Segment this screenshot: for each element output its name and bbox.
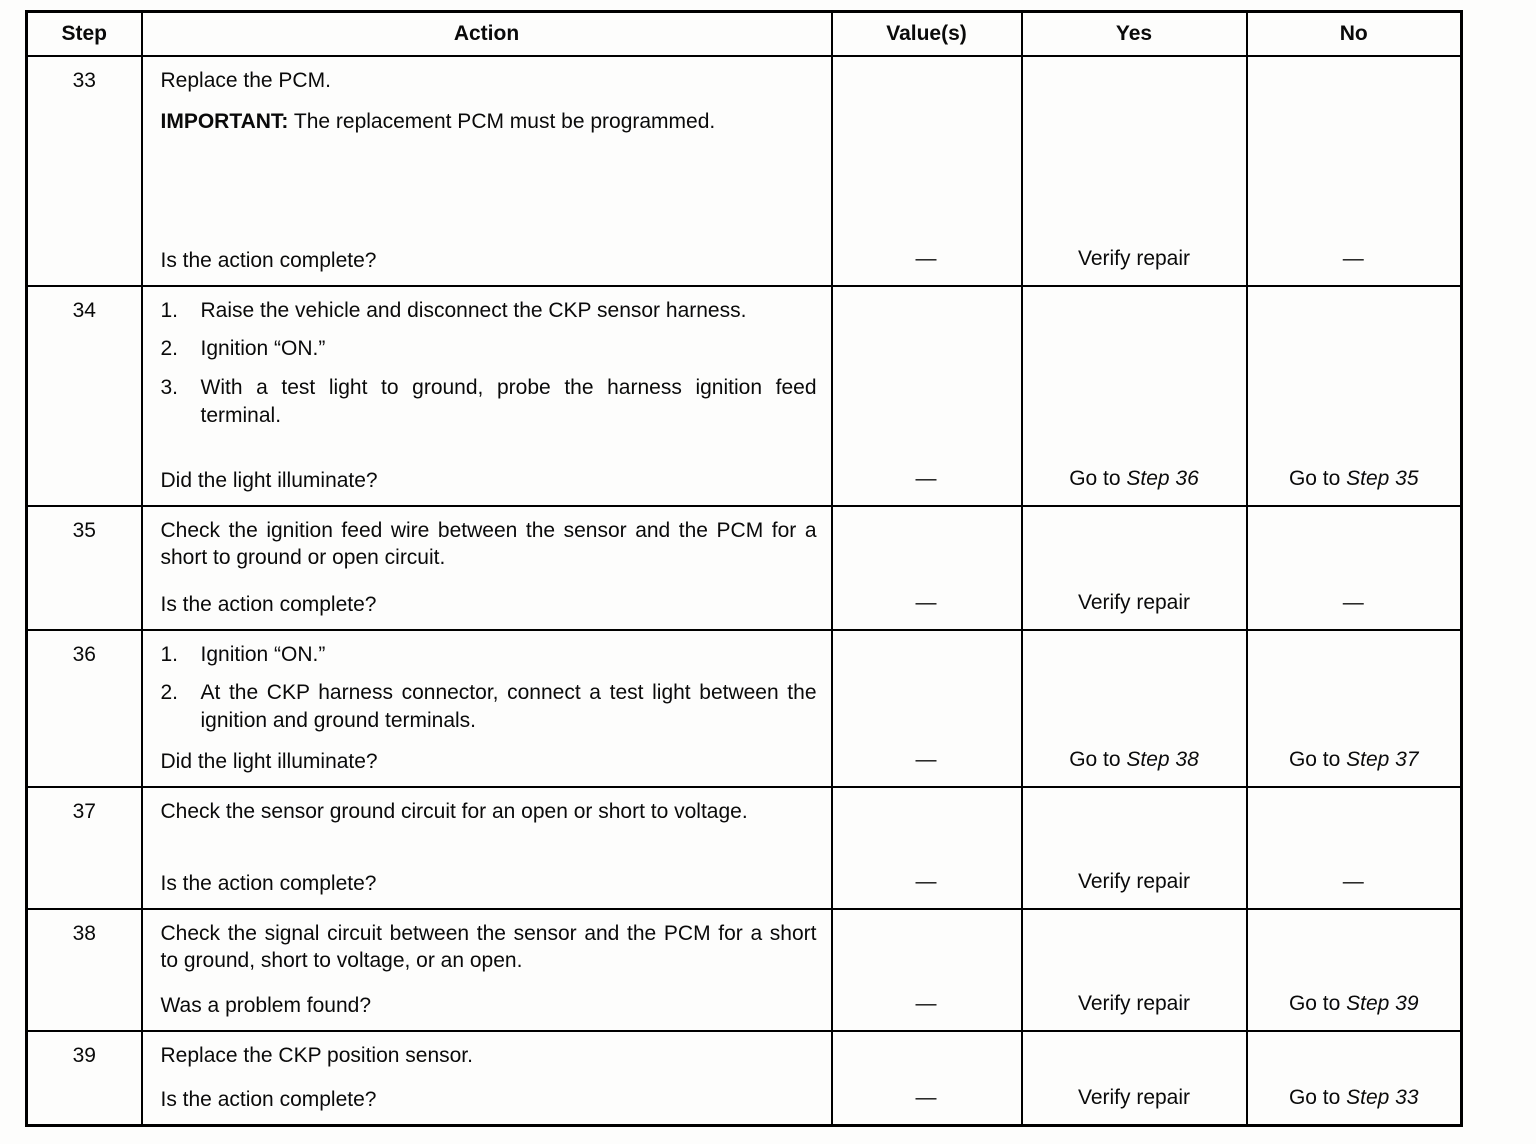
list-item [161, 297, 817, 325]
list-item-number: 2. [160, 681, 179, 705]
result-text: — [915, 247, 938, 270]
column-header-no: No [1247, 12, 1462, 56]
table-row [27, 286, 1462, 506]
table-body [27, 56, 1462, 1126]
action-question: Did the light illuminate? [160, 750, 378, 773]
no-cell: Go to Step 35 [1247, 286, 1462, 506]
value-cell [832, 787, 1022, 909]
result-text: Verify repair [1077, 591, 1191, 614]
result-text: Verify repair [1077, 870, 1191, 893]
list-item-text: With a test light to ground, probe the harness ignition feed terminal. [200, 376, 817, 427]
list-item [161, 641, 817, 669]
step-number: 33 [27, 56, 142, 286]
result-text: — [915, 748, 938, 771]
result-text: — [915, 1086, 938, 1109]
action-paragraph: Replace the PCM. [160, 68, 331, 92]
action-content [161, 517, 817, 621]
step-reference: Step 37 [1346, 748, 1419, 771]
result-text: Verify repair [1077, 247, 1191, 270]
table-row [27, 1031, 1462, 1126]
value-cell [832, 506, 1022, 630]
list-item-text: Ignition “ON.” [200, 642, 326, 666]
action-cell [142, 286, 832, 506]
result-text: Verify repair [1077, 992, 1191, 1015]
yes-cell [1022, 909, 1247, 1031]
step-number: 35 [27, 506, 142, 630]
action-content [161, 641, 817, 778]
step-reference: Step 35 [1346, 467, 1419, 490]
list-item-number: 1. [160, 642, 179, 666]
action-question: Is the action complete? [160, 1088, 377, 1111]
result-text: — [915, 591, 938, 614]
yes-cell: Go to Step 38 [1022, 630, 1247, 787]
list-item-text: At the CKP harness connector, connect a test light between the ignition and ground terminals. [200, 681, 817, 733]
yes-cell [1022, 506, 1247, 630]
action-paragraph: Replace the CKP position sensor. [160, 1043, 473, 1067]
list-item-text: Raise the vehicle and disconnect the CKP sensor harness. [200, 298, 747, 322]
step-reference: Step 39 [1346, 992, 1419, 1015]
no-cell: Go to Step 33 [1247, 1031, 1462, 1126]
result-text: — [915, 467, 938, 490]
list-item-text: Ignition “ON.” [200, 337, 326, 361]
column-header-action: Action [142, 12, 832, 56]
list-item-number: 3. [160, 376, 179, 400]
yes-cell: Go to Step 36 [1022, 286, 1247, 506]
column-header-yes: Yes [1022, 12, 1247, 56]
action-question: Is the action complete? [160, 872, 377, 895]
important-label: IMPORTANT: [160, 110, 289, 134]
table-row [27, 506, 1462, 630]
action-cell [142, 787, 832, 909]
value-cell [832, 1031, 1022, 1126]
table-header [27, 12, 1462, 56]
result-text: — [1342, 870, 1365, 893]
action-numbered-list [161, 297, 817, 441]
yes-cell [1022, 56, 1247, 286]
action-cell [142, 630, 832, 787]
action-cell [142, 1031, 832, 1126]
step-number: 39 [27, 1031, 142, 1126]
action-cell [142, 909, 832, 1031]
action-content [161, 798, 817, 900]
value-cell [832, 56, 1022, 286]
action-paragraph: Check the signal circuit between the sensor and the PCM for a short to ground, short to voltage, or an open. [160, 921, 817, 973]
yes-cell [1022, 1031, 1247, 1126]
action-paragraph: IMPORTANT: The replacement PCM must be programmed. [160, 110, 716, 134]
action-paragraph: Check the sensor ground circuit for an open or short to voltage. [160, 799, 748, 823]
action-question: Did the light illuminate? [160, 469, 378, 492]
step-reference: Step 33 [1346, 1086, 1419, 1109]
diagnostic-steps-table [25, 10, 1463, 1127]
result-text: Verify repair [1077, 1086, 1191, 1109]
list-item [161, 335, 817, 363]
result-text: — [1342, 247, 1365, 270]
action-cell [142, 506, 832, 630]
table-row [27, 56, 1462, 286]
action-paragraph: Check the ignition feed wire between the sensor and the PCM for a short to ground or open circuit. [160, 518, 817, 570]
list-item [161, 374, 817, 429]
value-cell [832, 286, 1022, 506]
action-question: Is the action complete? [160, 249, 377, 272]
value-cell [832, 909, 1022, 1031]
list-item-number: 1. [160, 298, 179, 322]
step-reference: Step 36 [1126, 467, 1199, 490]
column-header-values: Value(s) [832, 12, 1022, 56]
action-content [161, 1042, 817, 1116]
action-numbered-list [161, 641, 817, 746]
step-number: 34 [27, 286, 142, 506]
result-text: — [915, 992, 938, 1015]
table-row [27, 909, 1462, 1031]
list-item [161, 679, 817, 734]
list-item-number: 2. [160, 337, 179, 361]
step-reference: Step 38 [1126, 748, 1199, 771]
step-number: 37 [27, 787, 142, 909]
no-cell: Go to Step 39 [1247, 909, 1462, 1031]
action-content [161, 67, 817, 277]
no-cell [1247, 56, 1462, 286]
result-text: — [1342, 591, 1365, 614]
no-cell [1247, 787, 1462, 909]
step-number: 38 [27, 909, 142, 1031]
action-question: Is the action complete? [160, 593, 377, 616]
step-number: 36 [27, 630, 142, 787]
column-header-step: Step [27, 12, 142, 56]
table-row [27, 787, 1462, 909]
result-text: — [915, 870, 938, 893]
no-cell: Go to Step 37 [1247, 630, 1462, 787]
action-content [161, 297, 817, 497]
yes-cell [1022, 787, 1247, 909]
value-cell [832, 630, 1022, 787]
action-question: Was a problem found? [160, 994, 372, 1017]
no-cell [1247, 506, 1462, 630]
action-content [161, 920, 817, 1022]
table-row [27, 630, 1462, 787]
action-cell [142, 56, 832, 286]
